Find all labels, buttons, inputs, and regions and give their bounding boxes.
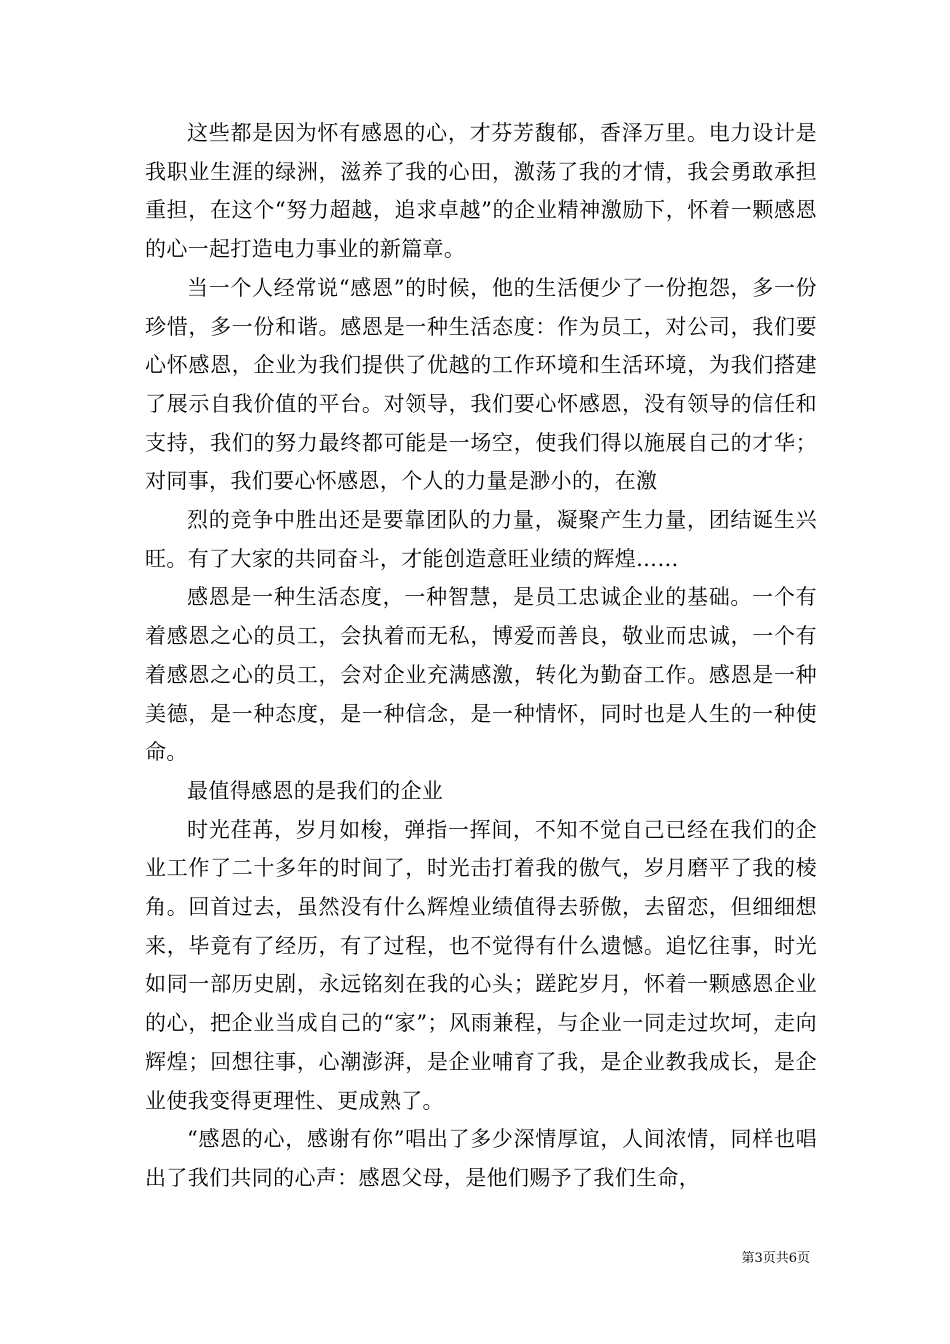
paragraph-5: 时光荏苒，岁月如梭，弹指一挥间，不知不觉自己已经在我们的企业工作了二十多年的时间了，时光击打着我的傲气，岁月磨平了我的棱角。回首过去，虽然没有什么辉煌业绩值得去骄傲，去留恋，但细细想来，毕竟有了经历，有了过程，也不觉得有什么遗憾。追忆往事，时光如同一部历史剧，永远铭刻在我的心头；蹉跎岁月，怀着一颗感恩企业的心，把企业当成自己的“家”；风雨兼程，与企业一同走过坎坷，走向辉煌；回想往事，心潮澎湃，是企业哺育了我，是企业教我成长，是企业使我变得更理性、更成熟了。 — [145, 817, 817, 1113]
page-number-footer: 第3页共6页 — [741, 1251, 810, 1266]
paragraph-1: 这些都是因为怀有感恩的心，才芬芳馥郁，香泽万里。电力设计是我职业生涯的绿洲，滋养了我的心田，激荡了我的才情，我会勇敢承担重担，在这个“努力超越，追求卓越”的企业精神激励下，怀着一颗感恩的心一起打造电力事业的新篇章。 — [145, 121, 817, 262]
document-body — [145, 114, 817, 1198]
paragraph-3: 烈的竞争中胜出还是要靠团队的力量，凝聚产生力量，团结诞生兴旺。有了大家的共同奋斗，才能创造意旺业绩的辉煌…… — [145, 508, 817, 571]
paragraph-4: 感恩是一种生活态度，一种智慧，是员工忠诚企业的基础。一个有着感恩之心的员工，会执着而无私，博爱而善良，敬业而忠诚，一个有着感恩之心的员工，会对企业充满感激，转化为勤奋工作。感恩是一种美德，是一种态度，是一种信念，是一种情怀，同时也是人生的一种使命。 — [145, 585, 817, 765]
paragraph-2: 当一个人经常说“感恩”的时候，他的生活便少了一份抱怨，多一份珍惜，多一份和谐。感恩是一种生活态度：作为员工，对公司，我们要心怀感恩，企业为我们提供了优越的工作环境和生活环境，为我们搭建了展示自我价值的平台。对领导，我们要心怀感恩，没有领导的信任和支持，我们的努力最终都可能是一场空，使我们得以施展自己的才华；对同事，我们要心怀感恩，个人的力量是渺小的，在激 — [145, 275, 817, 494]
paragraph-6: “感恩的心，感谢有你”唱出了多少深情厚谊，人间浓情，同样也唱出了我们共同的心声：感恩父母，是他们赐予了我们生命， — [145, 1127, 817, 1190]
section-heading: 最值得感恩的是我们的企业 — [187, 778, 444, 803]
